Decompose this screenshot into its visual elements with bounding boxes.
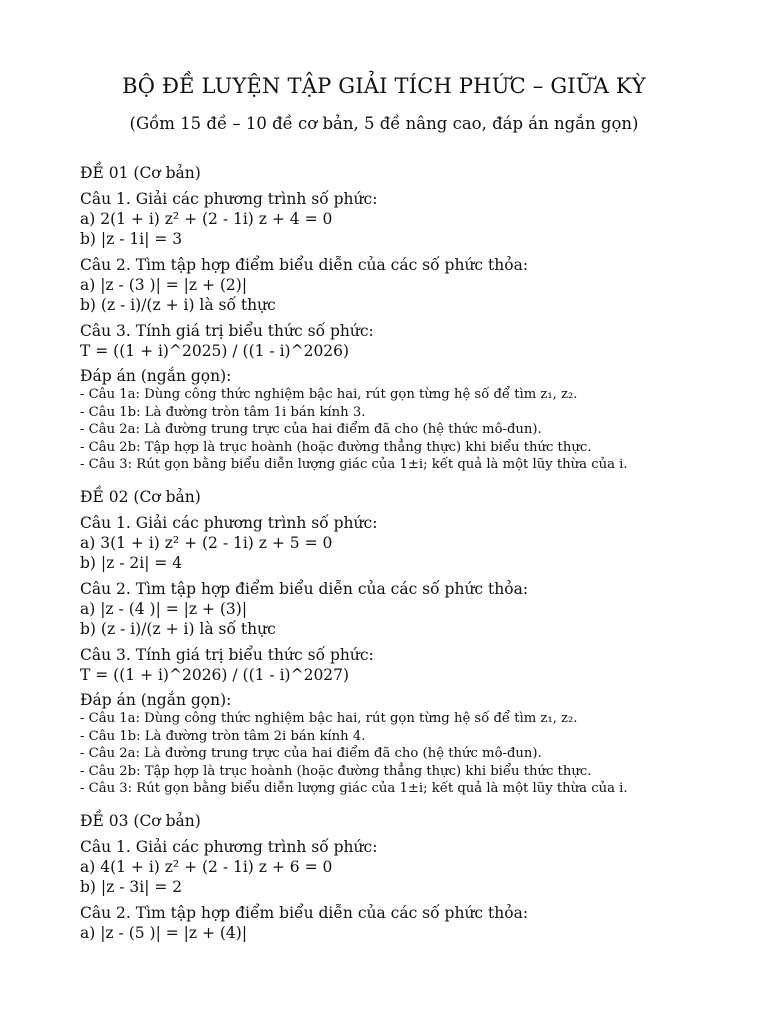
question-part-a: a) 3(1 + i) z² + (2 - 1i) z + 5 = 0 <box>80 534 333 552</box>
answer-heading: Đáp án (ngắn gọn): <box>80 367 232 385</box>
exam-section <box>80 486 740 798</box>
answer-block <box>80 367 740 474</box>
question-part-a: a) |z - (5 )| = |z + (4)| <box>80 924 248 942</box>
question-heading: Câu 1. Giải các phương trình số phức: <box>80 838 378 856</box>
question-expression: T = ((1 + i)^2025) / ((1 - i)^2026) <box>80 342 350 360</box>
question-part-b: b) (z - i)/(z + i) là số thực <box>80 620 276 638</box>
answer-item: - Câu 3: Rút gọn bằng biểu diễn lượng giác của 1±i; kết quả là một lũy thừa của i. <box>80 781 628 796</box>
answer-item: - Câu 2a: Là đường trung trực của hai điểm đã cho (hệ thức mô-đun). <box>80 422 542 437</box>
question-1 <box>80 837 740 897</box>
question-1 <box>80 189 740 249</box>
answer-item: - Câu 2b: Tập hợp là trục hoành (hoặc đường thẳng thực) khi biểu thức thực. <box>80 763 592 779</box>
question-part-a: a) |z - (3 )| = |z + (2)| <box>80 276 248 294</box>
exam-title: ĐỀ 02 (Cơ bản) <box>80 488 201 506</box>
question-heading: Câu 1. Giải các phương trình số phức: <box>80 514 378 532</box>
question-part-a: a) |z - (4 )| = |z + (3)| <box>80 600 248 618</box>
question-expression: T = ((1 + i)^2026) / ((1 - i)^2027) <box>80 666 350 684</box>
answer-heading: Đáp án (ngắn gọn): <box>80 691 232 709</box>
answer-item: - Câu 1b: Là đường tròn tâm 1i bán kính 3. <box>80 404 366 420</box>
question-part-a: a) 2(1 + i) z² + (2 - 1i) z + 4 = 0 <box>80 210 333 228</box>
question-3 <box>80 321 740 361</box>
question-heading: Câu 2. Tìm tập hợp điểm biểu diễn của các số phức thỏa: <box>80 256 529 274</box>
document-subtitle: (Gồm 15 đề – 10 đề cơ bản, 5 đề nâng cao, đáp án ngắn gọn) <box>129 114 639 133</box>
exam-section <box>80 162 740 474</box>
answer-item: - Câu 3: Rút gọn bằng biểu diễn lượng giác của 1±i; kết quả là một lũy thừa của i. <box>80 457 628 472</box>
exam-title: ĐỀ 03 (Cơ bản) <box>80 812 201 830</box>
answer-item: - Câu 2b: Tập hợp là trục hoành (hoặc đường thẳng thực) khi biểu thức thực. <box>80 439 592 455</box>
answer-item: - Câu 2a: Là đường trung trực của hai điểm đã cho (hệ thức mô-đun). <box>80 746 542 761</box>
answer-item: - Câu 1b: Là đường tròn tâm 2i bán kính 4. <box>80 728 366 744</box>
question-2 <box>80 903 740 943</box>
answer-item: - Câu 1a: Dùng công thức nghiệm bậc hai, rút gọn từng hệ số để tìm z₁, z₂. <box>80 387 578 402</box>
question-part-b: b) |z - 2i| = 4 <box>80 554 183 572</box>
question-heading: Câu 1. Giải các phương trình số phức: <box>80 190 378 208</box>
question-part-b: b) (z - i)/(z + i) là số thực <box>80 296 276 314</box>
question-2 <box>80 579 740 639</box>
question-heading: Câu 3. Tính giá trị biểu thức số phức: <box>80 646 374 664</box>
exam-section <box>80 810 740 949</box>
exam-title: ĐỀ 01 (Cơ bản) <box>80 164 201 182</box>
question-1 <box>80 513 740 573</box>
question-part-b: b) |z - 1i| = 3 <box>80 230 183 248</box>
question-heading: Câu 2. Tìm tập hợp điểm biểu diễn của các số phức thỏa: <box>80 580 529 598</box>
question-2 <box>80 255 740 315</box>
answer-block <box>80 691 740 798</box>
question-part-a: a) 4(1 + i) z² + (2 - 1i) z + 6 = 0 <box>80 858 333 876</box>
answer-item: - Câu 1a: Dùng công thức nghiệm bậc hai, rút gọn từng hệ số để tìm z₁, z₂. <box>80 711 578 726</box>
document-title: BỘ ĐỀ LUYỆN TẬP GIẢI TÍCH PHỨC – GIỮA KỲ <box>122 74 646 98</box>
question-3 <box>80 645 740 685</box>
question-heading: Câu 3. Tính giá trị biểu thức số phức: <box>80 322 374 340</box>
question-part-b: b) |z - 3i| = 2 <box>80 878 183 896</box>
question-heading: Câu 2. Tìm tập hợp điểm biểu diễn của các số phức thỏa: <box>80 904 529 922</box>
